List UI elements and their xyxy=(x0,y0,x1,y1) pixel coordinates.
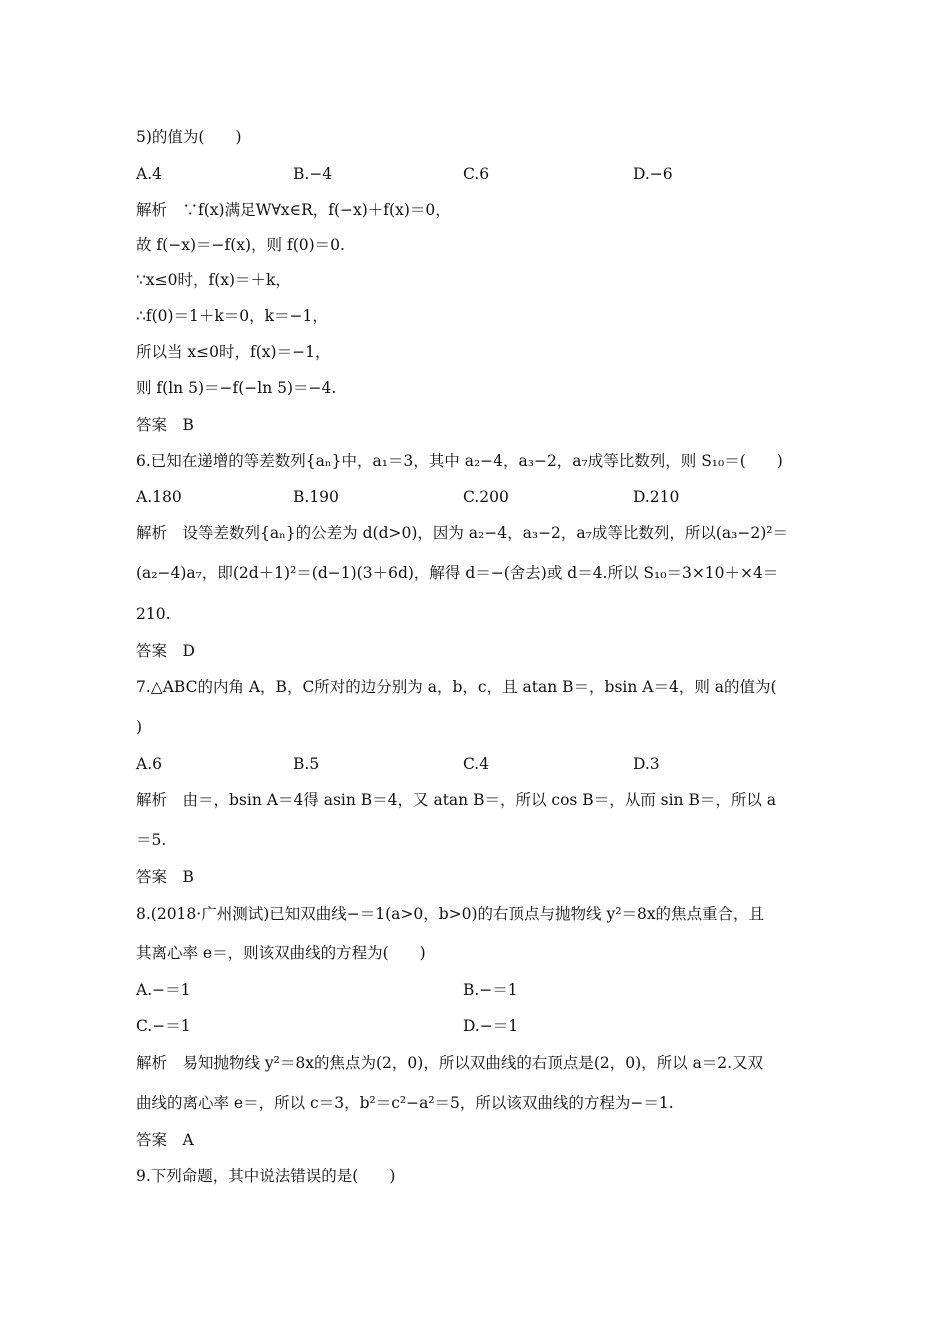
q7-option-c: C.4 xyxy=(463,755,490,773)
question-7-stem-end: ) xyxy=(136,718,143,736)
q6-solution-line-3: 210. xyxy=(136,605,171,623)
q6-option-d: D.210 xyxy=(633,488,680,506)
q8-solution-line-1: 解析 易知抛物线 y²＝8x的焦点为(2，0)，所以双曲线的右顶点是(2，0)，所以 a＝2.又双 xyxy=(136,1054,764,1072)
q5-solution-line-1: 解析 ∵f(x)满足W∀x∈R，f(−x)＋f(x)＝0， xyxy=(136,201,451,219)
q5-option-b: B.−4 xyxy=(293,165,333,183)
q7-option-a: A.6 xyxy=(136,755,162,773)
q5-solution-line-6: 则 f(ln 5)＝−f(−ln 5)＝−4. xyxy=(136,379,337,397)
q8-option-d: D.−＝1 xyxy=(463,1017,519,1035)
q8-solution-line-2: 曲线的离心率 e＝，所以 c＝3，b²＝c²−a²＝5，所以该双曲线的方程为−＝1. xyxy=(136,1094,674,1112)
q7-solution-line-1: 解析 由＝，bsin A＝4得 asin B＝4，又 atan B＝，所以 cos B＝，从而 sin B＝，所以 a xyxy=(136,791,776,809)
q6-solution-line-2: (a₂−4)a₇，即(2d＋1)²＝(d−1)(3＋6d)，解得 d＝−(舍去)或 d＝4.所以 S₁₀＝3×10＋×4＝ xyxy=(136,564,779,582)
q7-option-b: B.5 xyxy=(293,755,320,773)
q7-option-d: D.3 xyxy=(633,755,660,773)
question-9-stem: 9.下列命题，其中说法错误的是( ) xyxy=(136,1167,396,1185)
q6-option-b: B.190 xyxy=(293,488,339,506)
q6-option-a: A.180 xyxy=(136,488,182,506)
q5-solution-line-5: 所以当 x≤0时，f(x)＝−1， xyxy=(136,343,331,361)
q7-answer: 答案 B xyxy=(136,868,194,886)
q5-option-a: A.4 xyxy=(136,165,162,183)
question-7-stem: 7.△ABC的内角 A，B，C所对的边分别为 a，b，c，且 atan B＝，bsin A＝4，则 a的值为( xyxy=(136,678,777,696)
question-8-stem-end: 其离心率 e＝，则该双曲线的方程为( ) xyxy=(136,944,426,962)
q5-solution-line-3: ∵x≤0时，f(x)＝＋k， xyxy=(136,271,291,289)
q5-answer: 答案 B xyxy=(136,416,194,434)
question-5-stem-end: 5)的值为( ) xyxy=(136,128,242,146)
q5-option-c: C.6 xyxy=(463,165,490,183)
question-8-stem: 8.(2018·广州测试)已知双曲线−＝1(a>0，b>0)的右顶点与抛物线 y²＝8x的焦点重合，且 xyxy=(136,905,765,923)
q6-option-c: C.200 xyxy=(463,488,509,506)
q5-solution-line-4: ∴f(0)＝1＋k＝0，k＝−1， xyxy=(136,307,328,325)
q5-solution-line-2: 故 f(−x)＝−f(x)，则 f(0)＝0. xyxy=(136,236,345,254)
question-6-stem: 6.已知在递增的等差数列{aₙ}中，a₁＝3，其中 a₂−4，a₃−2，a₇成等比数列，则 S₁₀＝( ) xyxy=(136,452,783,470)
q8-answer: 答案 A xyxy=(136,1131,194,1149)
q6-answer: 答案 D xyxy=(136,642,195,660)
q8-option-a: A.−＝1 xyxy=(136,981,191,999)
q6-solution-line-1: 解析 设等差数列{aₙ}的公差为 d(d>0)，因为 a₂−4，a₃−2，a₇成等比数列，所以(a₃−2)²＝ xyxy=(136,524,788,542)
q7-solution-line-2: ＝5. xyxy=(136,831,167,849)
q8-option-c: C.−＝1 xyxy=(136,1017,191,1035)
q8-option-b: B.−＝1 xyxy=(463,981,518,999)
q5-option-d: D.−6 xyxy=(633,165,673,183)
